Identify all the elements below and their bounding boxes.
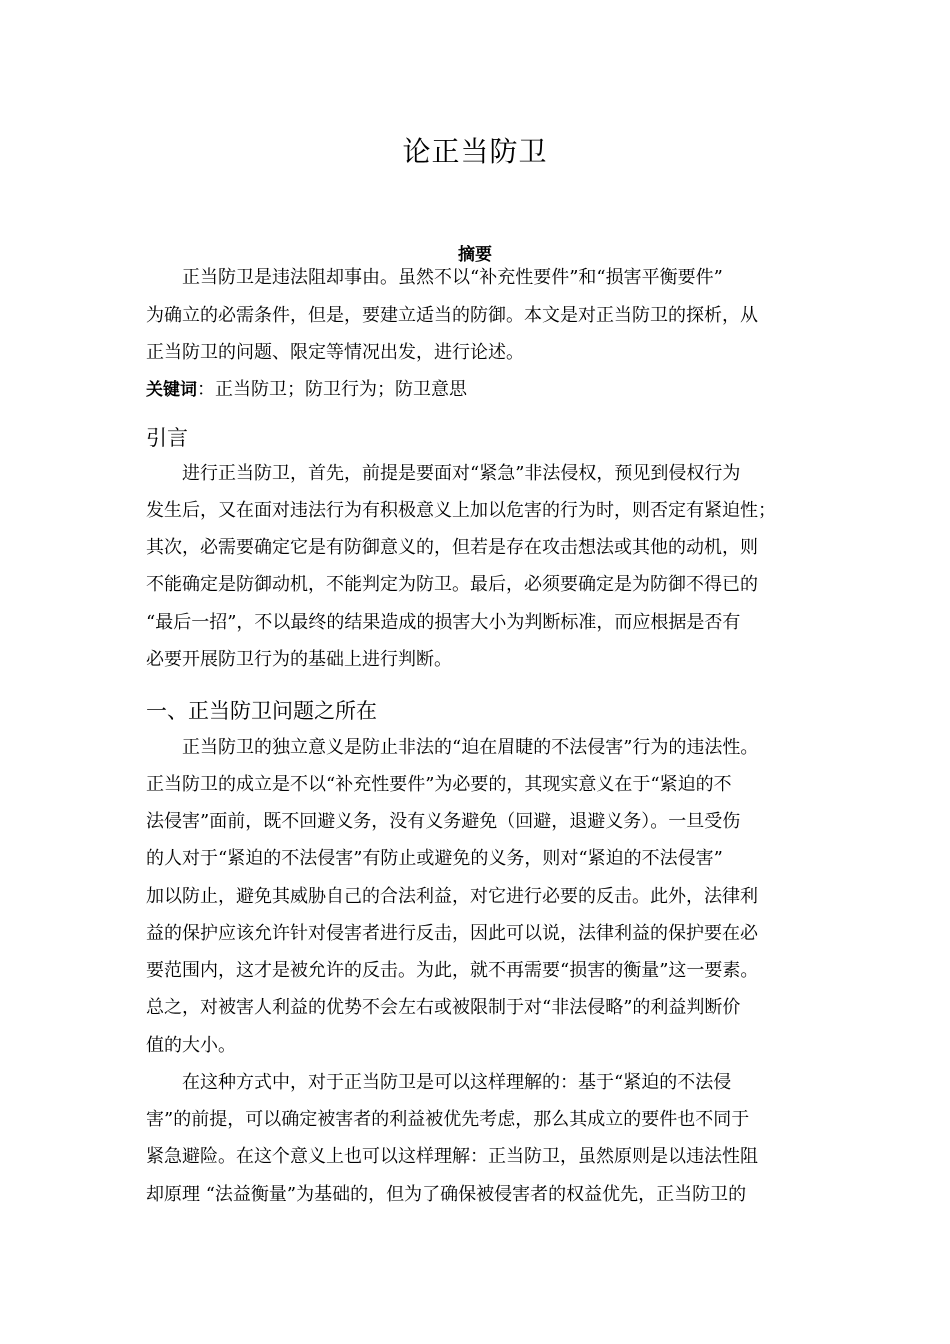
- intro-line: 不能确定是防御动机，不能判定为防卫。最后，必须要确定是为防御不得已的: [146, 574, 758, 595]
- section1-p1-line: 正当防卫的成立是不以“补充性要件”为必要的，其现实意义在于“紧迫的不: [146, 774, 732, 795]
- section1-p1-line: 益的保护应该允许针对侵害者进行反击，因此可以说，法律利益的保护要在必: [146, 923, 758, 944]
- section1-p1-line: 的人对于“紧迫的不法侵害”有防止或避免的义务，则对“紧迫的不法侵害”: [146, 848, 723, 869]
- section1-heading: 一、正当防卫问题之所在: [146, 699, 377, 723]
- abstract-line: 正当防卫的问题、限定等情况出发，进行论述。: [146, 342, 524, 363]
- section1-p1-line: 总之，对被害人利益的优势不会左右或被限制于对“非法侵略”的利益判断价: [146, 997, 741, 1018]
- section1-p2-line: 害”的前提，可以确定被害者的利益被优先考虑，那么其成立的要件也不同于: [146, 1109, 750, 1130]
- intro-line: “最后一招”，不以最终的结果造成的损害大小为判断标准，而应根据是否有: [146, 612, 741, 633]
- section1-p1-line: 法侵害”面前，既不回避义务，没有义务避免（回避，退避义务）。一旦受伤: [146, 811, 741, 832]
- section1-p1-line: 加以防止，避免其威胁自己的合法利益，对它进行必要的反击。此外，法律利: [146, 886, 758, 907]
- section1-p2-line: 紧急避险。在这个意义上也可以这样理解：正当防卫，虽然原则是以违法性阻: [146, 1146, 758, 1167]
- section1-p2-line: 却原理 “法益衡量”为基础的，但为了确保被侵害者的权益优先，正当防卫的: [146, 1184, 747, 1205]
- intro-line: 其次，必需要确定它是有防御意义的，但若是存在攻击想法或其他的动机，则: [146, 537, 758, 558]
- intro-heading: 引言: [146, 426, 188, 450]
- section1-p2-line: 在这种方式中，对于正当防卫是可以这样理解的：基于“紧迫的不法侵: [182, 1072, 732, 1093]
- keywords-label: 关键词: [146, 380, 197, 400]
- abstract-heading: 摘要: [458, 245, 492, 265]
- keywords-line: [146, 378, 467, 402]
- keywords-text: ：正当防卫；防卫行为；防卫意思: [197, 379, 467, 400]
- abstract-line: 为确立的必需条件，但是，要建立适当的防御。本文是对正当防卫的探析，从: [146, 305, 758, 326]
- abstract-line: 正当防卫是违法阻却事由。虽然不以“补充性要件”和“损害平衡要件”: [182, 267, 723, 288]
- section1-p1-line: 要范围内，这才是被允许的反击。为此，就不再需要“损害的衡量”这一要素。: [146, 960, 759, 981]
- section1-p1-line: 值的大小。: [146, 1035, 236, 1056]
- document-title: 论正当防卫: [402, 135, 548, 168]
- intro-line: 进行正当防卫，首先，前提是要面对“紧急”非法侵权，预见到侵权行为: [182, 463, 741, 484]
- intro-line: 必要开展防卫行为的基础上进行判断。: [146, 649, 452, 670]
- intro-line: 发生后，又在面对违法行为有积极意义上加以危害的行为时，则否定有紧迫性；: [146, 500, 776, 521]
- section1-p1-line: 正当防卫的独立意义是防止非法的“迫在眉睫的不法侵害”行为的违法性。: [182, 737, 759, 758]
